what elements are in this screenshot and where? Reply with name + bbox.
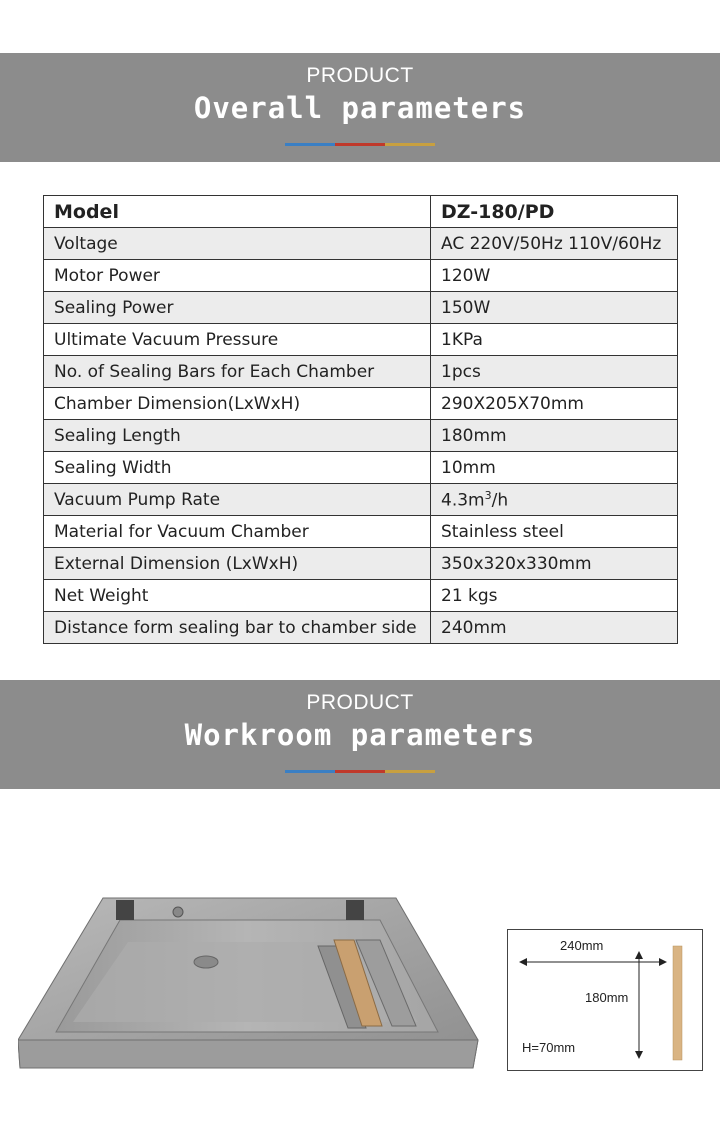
table-cell-value: 21 kgs <box>431 580 678 612</box>
table-row <box>44 580 678 612</box>
banner-subtitle: PRODUCT <box>306 64 414 87</box>
table-cell-label: Motor Power <box>44 260 431 292</box>
table-cell-label: Ultimate Vacuum Pressure <box>44 324 431 356</box>
table-row <box>44 420 678 452</box>
table-cell-value: 150W <box>431 292 678 324</box>
table-row <box>44 548 678 580</box>
table-cell-value: 1KPa <box>431 324 678 356</box>
table-cell-value <box>431 484 678 516</box>
overall-parameters-banner <box>0 53 720 162</box>
table-cell-label: Voltage <box>44 228 431 260</box>
table-row <box>44 452 678 484</box>
value-superscript: 3 <box>484 488 492 502</box>
banner-title: Workroom parameters <box>184 718 536 752</box>
color-stripes <box>284 143 436 146</box>
table-cell-label: Sealing Length <box>44 420 431 452</box>
dimension-diagram <box>507 929 703 1071</box>
table-cell-label: Sealing Width <box>44 452 431 484</box>
table-cell-value: 240mm <box>431 612 678 644</box>
table-cell-label: Material for Vacuum Chamber <box>44 516 431 548</box>
table-row <box>44 484 678 516</box>
table-cell-value: DZ-180/PD <box>431 196 678 228</box>
table-header-row <box>44 196 678 228</box>
color-stripes <box>284 770 436 773</box>
table-cell-value: 1pcs <box>431 356 678 388</box>
table-cell-value: 10mm <box>431 452 678 484</box>
table-row <box>44 388 678 420</box>
table-cell-label: External Dimension (LxWxH) <box>44 548 431 580</box>
banner-subtitle: PRODUCT <box>306 691 414 714</box>
table-cell-label: Sealing Power <box>44 292 431 324</box>
value-base: 4.3m <box>441 490 485 511</box>
banner-title: Overall parameters <box>193 91 527 125</box>
table-row <box>44 612 678 644</box>
value-tail: /h <box>491 490 509 511</box>
table-row <box>44 292 678 324</box>
table-row <box>44 356 678 388</box>
height-label: H=70mm <box>522 1040 576 1055</box>
table-cell-value: 290X205X70mm <box>431 388 678 420</box>
table-cell-value: Stainless steel <box>431 516 678 548</box>
width-label: 240mm <box>560 938 604 953</box>
table-cell-label: Distance form sealing bar to chamber side <box>44 612 431 644</box>
table-cell-value: AC 220V/50Hz 110V/60Hz <box>431 228 678 260</box>
vacuum-chamber-photo <box>18 890 480 1070</box>
table-cell-label: Vacuum Pump Rate <box>44 484 431 516</box>
parameters-table <box>43 195 678 644</box>
table-cell-value: 350x320x330mm <box>431 548 678 580</box>
table-row <box>44 260 678 292</box>
table-row <box>44 516 678 548</box>
length-label: 180mm <box>585 990 629 1005</box>
table-cell-label: Chamber Dimension(LxWxH) <box>44 388 431 420</box>
sealing-bar-icon <box>673 946 682 1060</box>
table-cell-label: No. of Sealing Bars for Each Chamber <box>44 356 431 388</box>
workroom-parameters-banner <box>0 680 720 789</box>
table-cell-label: Model <box>44 196 431 228</box>
table-cell-label: Net Weight <box>44 580 431 612</box>
table-row <box>44 228 678 260</box>
table-cell-value: 180mm <box>431 420 678 452</box>
table-cell-value: 120W <box>431 260 678 292</box>
table-row <box>44 324 678 356</box>
